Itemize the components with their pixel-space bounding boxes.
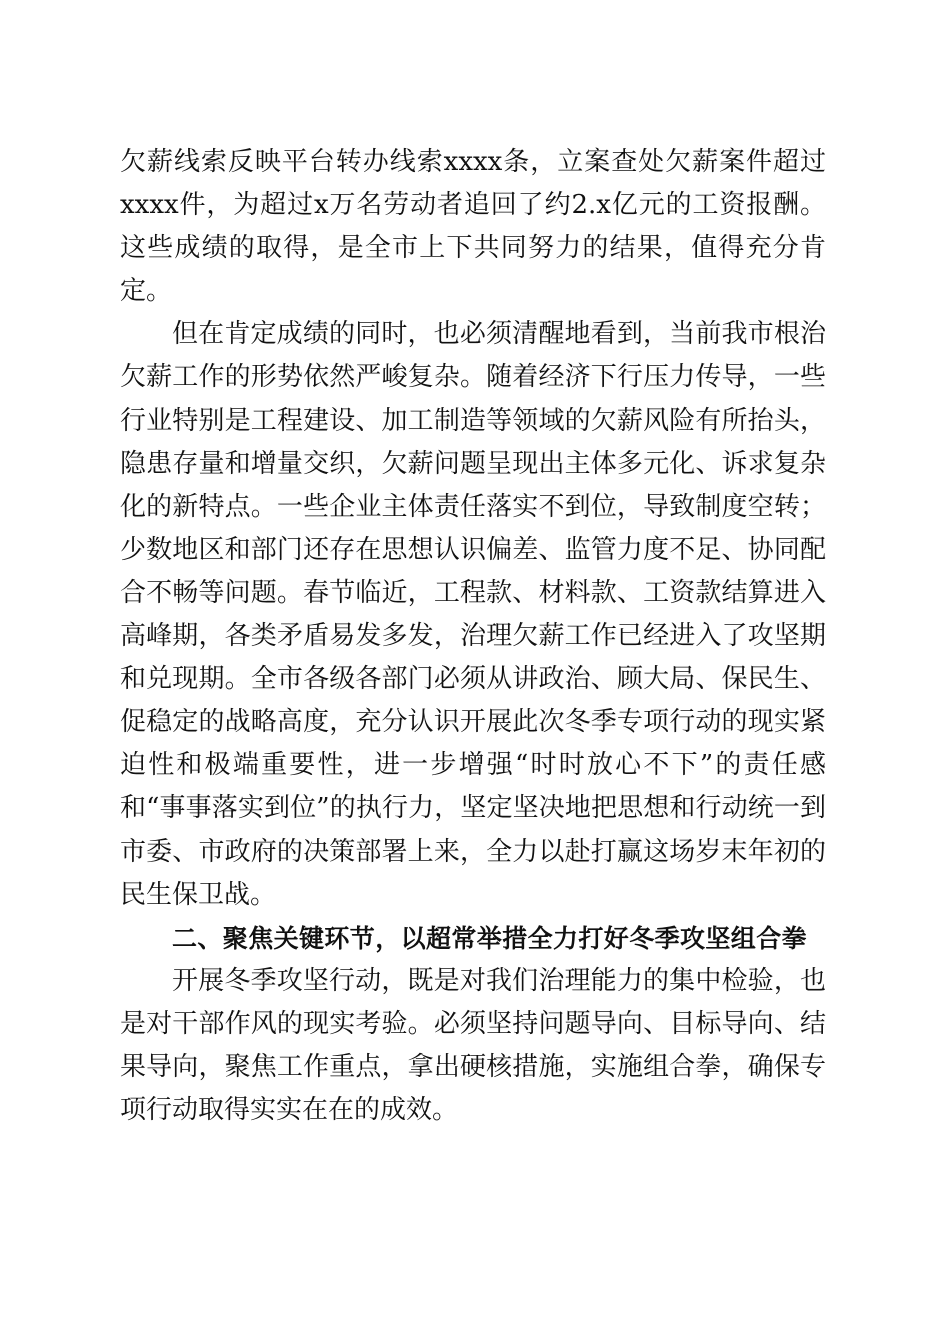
section-heading: 二、聚焦关键环节，以超常举措全力打好冬季攻坚组合拳 bbox=[172, 923, 808, 953]
body-paragraph-situation: 但在肯定成绩的同时，也必须清醒地看到，当前我市根治欠薪工作的形势依然严峻复杂。随着经济下行压力传导，一些行业特别是工程建设、加工制造等领域的欠薪风险有所抬头，隐患存量和增量交织，欠薪问题呈现出主体多元化、诉求复杂化的新特点。一些企业主体责任落实不到位，导致制度空转；少数地区和部门还存在思想认识偏差、监管力度不足、协同配合不畅等问题。春节临近，工程款、材料款、工资款结算进入高峰期，各类矛盾易发多发，治理欠薪工作已经进入了攻坚期和兑现期。全市各级各部门必须从讲政治、顾大局、保民生、促稳定的战略高度，充分认识开展此次冬季专项行动的现实紧迫性和极端重要性，进一步增强“时时放心不下”的责任感和“事事落实到位”的执行力，坚定坚决地把思想和行动统一到市委、市政府的决策部署上来，全力以赴打赢这场岁末年初的民生保卫战。 bbox=[120, 319, 826, 910]
body-paragraph-section-intro: 开展冬季攻坚行动，既是对我们治理能力的集中检验，也是对干部作风的现实考验。必须坚持问题导向、目标导向、结果导向，聚焦工作重点，拿出硬核措施，实施组合拳，确保专项行动取得实实在在的成效。 bbox=[120, 965, 826, 1126]
body-paragraph-continued: 欠薪线索反映平台转办线索xxxx条，立案查处欠薪案件超过xxxx件，为超过x万名劳动者追回了约2.x亿元的工资报酬。这些成绩的取得，是全市上下共同努力的结果，值得充分肯定。 bbox=[120, 147, 826, 307]
document-body bbox=[120, 141, 826, 1132]
